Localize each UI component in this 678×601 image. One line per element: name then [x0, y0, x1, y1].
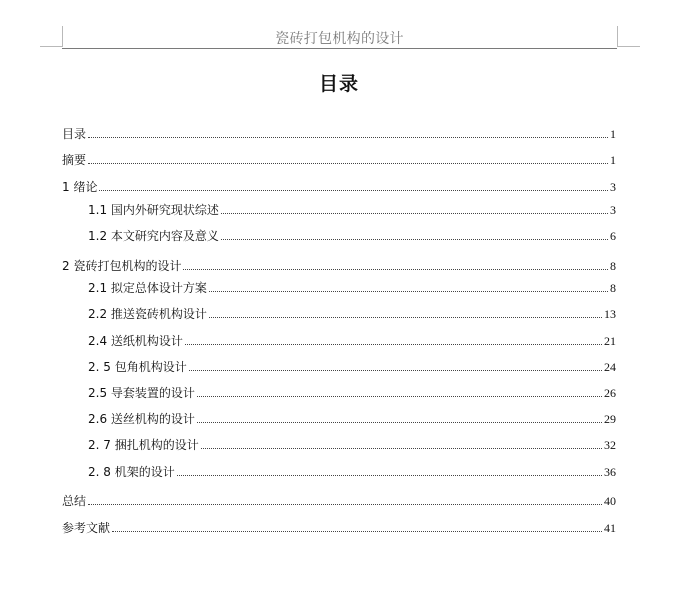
header-title: 瓷砖打包机构的设计: [275, 31, 404, 47]
toc-leader-dots: [201, 447, 602, 449]
toc-entry-label: 1.1 国内外研究现状综述: [88, 203, 219, 217]
toc-entry-chapter-1[interactable]: [62, 177, 616, 195]
toc-page-number: 1: [610, 127, 616, 141]
toc-leader-dots: [197, 421, 602, 423]
toc-leader-dots: [112, 530, 602, 532]
toc-entry-section-2-2[interactable]: [88, 304, 616, 322]
toc-leader-dots: [185, 343, 602, 345]
toc-page-number: 36: [604, 465, 616, 479]
toc-page-number: 3: [610, 180, 616, 194]
toc-page-number: 8: [610, 281, 616, 295]
toc-entry-label: 2.2 推送瓷砖机构设计: [88, 307, 207, 321]
toc-entry-chapter-2[interactable]: [62, 256, 616, 274]
toc-entry-label: 参考文献: [62, 521, 111, 535]
toc-leader-dots: [209, 290, 608, 292]
toc-page-number: 8: [610, 259, 616, 273]
toc-leader-dots: [189, 369, 602, 371]
toc-page-number: 26: [604, 386, 616, 400]
toc-leader-dots: [221, 238, 608, 240]
toc-entry-label: 2. 8 机架的设计: [88, 465, 175, 479]
toc-leader-dots: [183, 268, 608, 270]
toc-entry-label: 目录: [62, 127, 87, 141]
toc-entry-section-2-6[interactable]: [88, 409, 616, 427]
toc-entry-section-1-1[interactable]: [88, 200, 616, 218]
toc-page-number: 3: [610, 203, 616, 217]
toc-leader-dots: [88, 136, 608, 138]
toc-entry-label: 摘要: [62, 153, 87, 167]
toc-page-number: 41: [604, 521, 616, 535]
toc-entry-section-2-5-guide[interactable]: [88, 383, 616, 401]
toc-leader-dots: [177, 474, 602, 476]
toc-page-number: 21: [604, 334, 616, 348]
toc-entry-label: 2. 5 包角机构设计: [88, 360, 187, 374]
toc-leader-dots: [197, 395, 602, 397]
toc-entry-label: 2 瓷砖打包机构的设计: [62, 259, 182, 273]
toc-page-number: 13: [604, 307, 616, 321]
toc-entry-label: 总结: [62, 494, 87, 508]
toc-entry-label: 1 绪论: [62, 180, 98, 194]
toc-entry-label: 2.1 拟定总体设计方案: [88, 281, 207, 295]
toc-entry-section-2-1[interactable]: [88, 278, 616, 296]
toc-leader-dots: [99, 189, 608, 191]
toc-entry-section-2-7[interactable]: [88, 435, 616, 453]
toc-entry-section-2-5-corner[interactable]: [88, 357, 616, 375]
toc-page-number: 32: [604, 438, 616, 452]
toc-entry-summary[interactable]: [62, 491, 616, 509]
toc-page-number: 40: [604, 494, 616, 508]
toc-entry-section-2-8[interactable]: [88, 462, 616, 480]
toc-entry-section-1-2[interactable]: [88, 226, 616, 244]
toc-entry-label: 2.4 送纸机构设计: [88, 334, 183, 348]
page-title: 目录: [318, 73, 359, 95]
toc-leader-dots: [221, 212, 608, 214]
toc-entry-label: 2.5 导套装置的设计: [88, 386, 195, 400]
toc-leader-dots: [209, 316, 602, 318]
toc-page-number: 1: [610, 153, 616, 167]
toc-entry-label: 1.2 本文研究内容及意义: [88, 229, 219, 243]
toc-leader-dots: [88, 162, 608, 164]
toc-entry-references[interactable]: [62, 518, 616, 536]
toc-entry-label: 2.6 送丝机构的设计: [88, 412, 195, 426]
toc-entry-section-2-4[interactable]: [88, 331, 616, 349]
toc-entry-abstract[interactable]: [62, 150, 616, 168]
toc-page-number: 29: [604, 412, 616, 426]
toc-leader-dots: [88, 503, 602, 505]
toc-page-number: 6: [610, 229, 616, 243]
toc-entry-contents[interactable]: [62, 124, 616, 142]
toc-page-number: 24: [604, 360, 616, 374]
toc-entry-label: 2. 7 捆扎机构的设计: [88, 438, 199, 452]
